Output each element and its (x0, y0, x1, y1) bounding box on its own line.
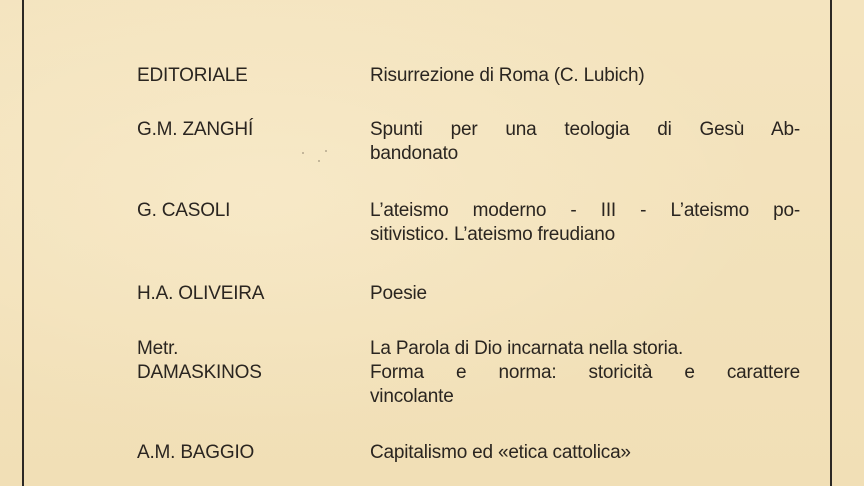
toc-author (137, 64, 357, 88)
title-line: Capitalismo ed «etica cattolica» (370, 442, 631, 463)
toc-author (137, 282, 357, 306)
toc-title (370, 337, 800, 409)
author-line: H.A. OLIVEIRA (137, 283, 265, 304)
toc-title (370, 282, 800, 306)
title-line: Poesie (370, 283, 427, 304)
toc-author (137, 441, 357, 465)
title-line: L’ateismo moderno - III - L’ateismo po- (370, 200, 800, 221)
toc-author (137, 337, 357, 385)
title-line: vincolante (370, 386, 454, 407)
toc-title (370, 199, 800, 247)
toc-title (370, 118, 800, 166)
author-line: A.M. BAGGIO (137, 442, 255, 463)
title-line: Forma e norma: storicità e carattere (370, 362, 800, 383)
author-line: G.M. ZANGHÍ (137, 119, 254, 140)
title-line: bandonato (370, 143, 459, 164)
toc-title (370, 441, 800, 465)
author-line: Metr. (137, 338, 179, 359)
toc-author (137, 118, 357, 142)
author-line: EDITORIALE (137, 65, 248, 86)
title-line: Risurrezione di Roma (C. Lubich) (370, 65, 645, 86)
author-line: G. CASOLI (137, 200, 231, 221)
toc-author (137, 199, 357, 223)
toc-title (370, 64, 800, 88)
title-line: La Parola di Dio incarnata nella storia. (370, 338, 684, 359)
title-line: sitivistico. L’ateismo freudiano (370, 224, 615, 245)
author-line: DAMASKINOS (137, 362, 262, 383)
title-line: Spunti per una teologia di Gesù Ab- (370, 119, 800, 140)
